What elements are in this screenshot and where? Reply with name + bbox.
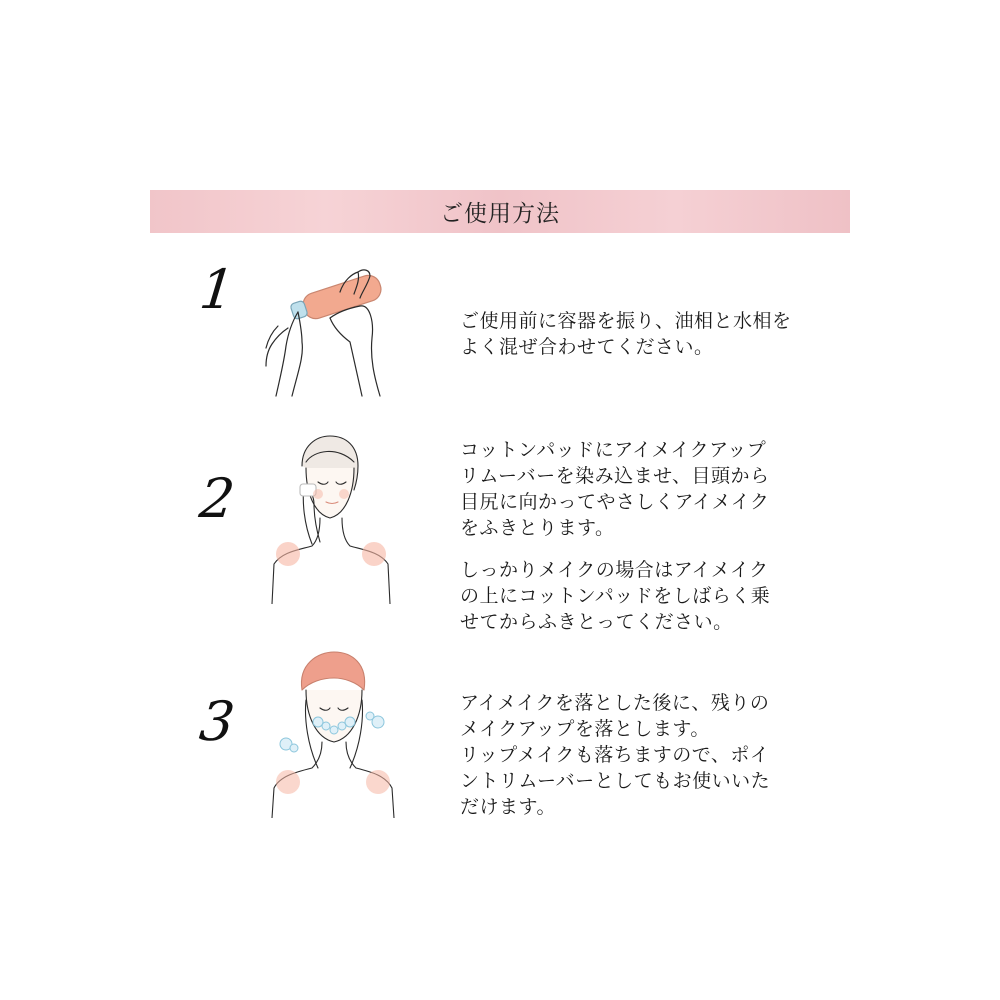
- step-2-paragraph-2: しっかりメイクの場合はアイメイク の上にコットンパッドをしばらく乗 せてからふきとってください。: [460, 559, 771, 633]
- step-2-text: [460, 437, 820, 635]
- header-band: [150, 190, 850, 233]
- woman-applying-cotton-pad-illustration: [268, 432, 394, 604]
- step-number-1: 1: [196, 258, 238, 321]
- step-number-3: 3: [196, 690, 238, 753]
- step-3-text: [460, 690, 820, 820]
- step-number-2: 2: [196, 467, 238, 530]
- page-title: ご使用方法: [440, 201, 560, 227]
- hands-shaking-bottle-illustration: [258, 262, 398, 398]
- step-2-paragraph-1: コットンパッドにアイメイクアップ リムーバーを染み込ませ、目頭から 目尻に向かってやさしくアイメイク をふきとります。: [460, 439, 770, 539]
- woman-washing-face-illustration: [268, 650, 398, 818]
- step-1-text: [460, 308, 820, 360]
- step-3-paragraph: アイメイクを落とした後に、残りの メイクアップを落とします。 リップメイクも落ちますので、ポイ ントリムーバーとしてもお使いいた だけます。: [460, 692, 771, 818]
- step-1-paragraph: ご使用前に容器を振り、油相と水相を よく混ぜ合わせてください。: [460, 310, 792, 358]
